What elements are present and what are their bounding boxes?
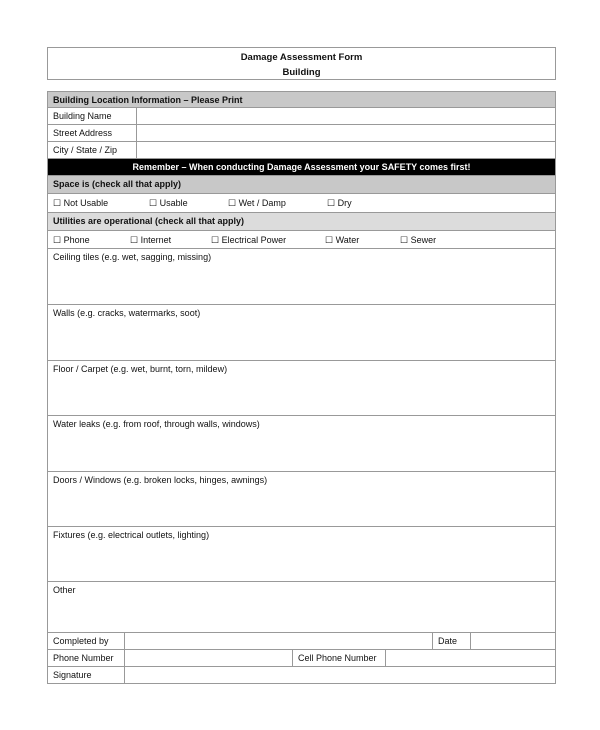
checkbox-not-usable[interactable]: ☐ Not Usable — [53, 198, 109, 208]
form-subtitle: Building — [282, 67, 321, 78]
completed-by-row — [47, 633, 556, 650]
field-label: Building Name — [48, 108, 137, 124]
checkbox-water[interactable]: ☐ Water — [325, 235, 360, 245]
signature-row — [47, 667, 556, 684]
checkbox-dry[interactable]: ☐ Dry — [327, 198, 352, 208]
completed-by-label: Completed by — [48, 633, 125, 649]
field-label: Street Address — [48, 125, 137, 141]
checkbox-sewer[interactable]: ☐ Sewer — [400, 235, 437, 245]
completed-by-input[interactable] — [125, 633, 433, 649]
location-header: Building Location Information – Please Print — [47, 91, 556, 108]
checkbox-internet[interactable]: ☐ Internet — [130, 235, 172, 245]
fixtures-area[interactable]: Fixtures (e.g. electrical outlets, lighting) — [47, 527, 556, 582]
form-title-box — [47, 47, 556, 80]
form-title: Damage Assessment Form — [240, 52, 363, 63]
doors-windows-area[interactable]: Doors / Windows (e.g. broken locks, hinges, awnings) — [47, 472, 556, 527]
date-input[interactable] — [471, 633, 555, 649]
floor-carpet-area[interactable]: Floor / Carpet (e.g. wet, burnt, torn, mildew) — [47, 361, 556, 416]
signature-label: Signature — [48, 667, 125, 683]
date-label: Date — [433, 633, 471, 649]
space-header: Space is (check all that apply) — [47, 176, 556, 194]
field-row-building-name — [47, 108, 556, 125]
checkbox-usable[interactable]: ☐ Usable — [149, 198, 188, 208]
utilities-header: Utilities are operational (check all that apply) — [47, 213, 556, 231]
utility-options-row — [47, 231, 556, 249]
ceiling-tiles-area[interactable]: Ceiling tiles (e.g. wet, sagging, missing) — [47, 249, 556, 305]
walls-area[interactable]: Walls (e.g. cracks, watermarks, soot) — [47, 305, 556, 361]
cell-phone-input[interactable] — [386, 650, 555, 666]
field-label: City / State / Zip — [48, 142, 137, 158]
safety-banner: Remember – When conducting Damage Assessment your SAFETY comes first! — [47, 159, 556, 176]
checkbox-electrical-power[interactable]: ☐ Electrical Power — [211, 235, 287, 245]
building-name-input[interactable] — [137, 108, 555, 124]
city-state-zip-input[interactable] — [137, 142, 555, 158]
checkbox-phone[interactable]: ☐ Phone — [53, 235, 90, 245]
phone-label: Phone Number — [48, 650, 125, 666]
other-area[interactable]: Other — [47, 582, 556, 633]
field-row-city-state-zip — [47, 142, 556, 159]
space-options-row — [47, 194, 556, 213]
signature-input[interactable] — [125, 667, 555, 683]
street-address-input[interactable] — [137, 125, 555, 141]
phone-input[interactable] — [125, 650, 293, 666]
phone-row — [47, 650, 556, 667]
field-row-street-address — [47, 125, 556, 142]
cell-phone-label: Cell Phone Number — [293, 650, 386, 666]
checkbox-wet-damp[interactable]: ☐ Wet / Damp — [228, 198, 286, 208]
water-leaks-area[interactable]: Water leaks (e.g. from roof, through walls, windows) — [47, 416, 556, 472]
